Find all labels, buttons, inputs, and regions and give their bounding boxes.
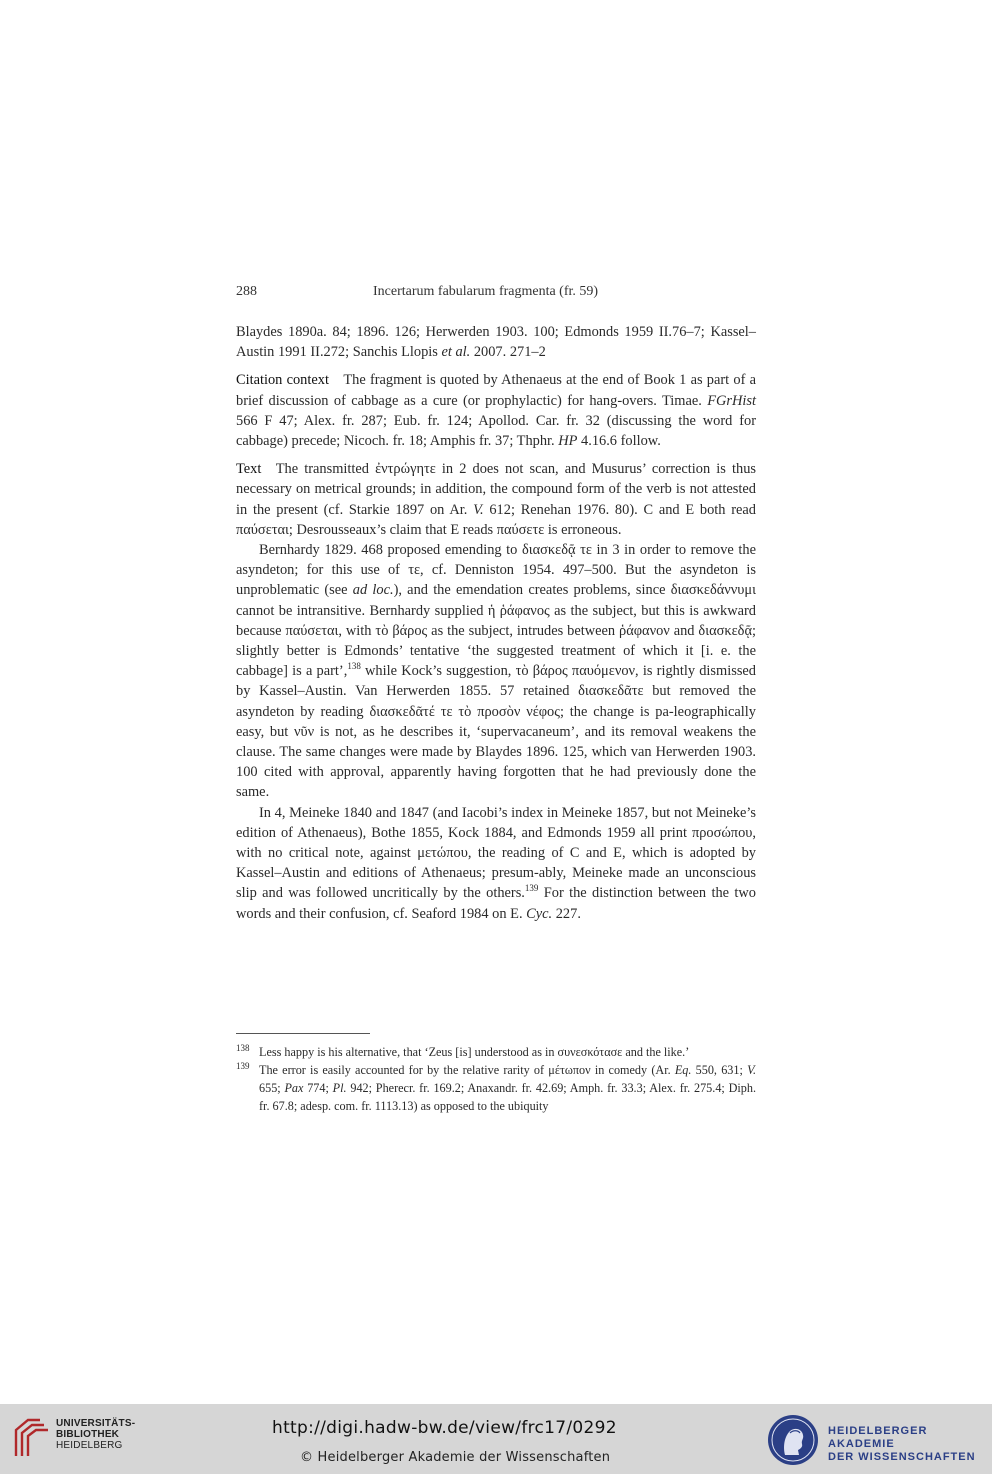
university-library-logo-icon[interactable] xyxy=(12,1416,50,1458)
bibliography-paragraph: Blaydes 1890a. 84; 1896. 126; Herwerden 1903. 100; Edmonds 1959 II.76–7; Kassel–Austin 1991 II.272; Sanchis Llopis et al. 2007. 271–2 xyxy=(236,324,756,361)
copyright-notice: © Heidelberger Akademie der Wissenschaften xyxy=(300,1450,611,1465)
footnote-number: 139 xyxy=(236,1061,250,1071)
running-head xyxy=(236,284,756,304)
academy-name: HEIDELBERGER AKADEMIE DER WISSENSCHAFTEN xyxy=(828,1425,976,1463)
citation-context-paragraph: Citation context The fragment is quoted by Athenaeus at the end of Book 1 as part of a brief discussion of cabbage as a cure (or prophylactic) for hang-overs. Timae. FGrHist 566 F 47; Alex. fr. 287; Eub. fr. 124; Apollod. Car. fr. 32 (discussing the word for cabbage) precede; Nicoch. fr. 18; Amphis fr. 37; Thphr. HP 4.16.6 follow. xyxy=(236,372,756,450)
text-paragraph-3: In 4, Meineke 1840 and 1847 (and Iacobi’s index in Meineke 1857, but not Meineke’s edition of Athenaeus), Bothe 1855, Kock 1884, and Edmonds 1959 all print προσώπου, with no critical note, against μετώπου, the reading of C and E, which is adopted by Kassel–Austin and editions of Athenaeus; presum-ably, Meineke made an unconscious slip and was followed uncritically by the others.$^{139}$ For the distinction between the two words and their confusion, cf. Seaford 1984 on E. Cyc. 227. xyxy=(236,804,756,922)
main-text xyxy=(236,322,756,924)
footnotes xyxy=(236,1043,756,1115)
citation-context-label: Citation context xyxy=(236,372,329,389)
text-paragraph-1: Text The transmitted ἐντρώγητε in 2 does not scan, and Musurus’ correction is thus necessary on metrical grounds; in addition, the compound form of the verb is not attested in the present (cf. Starkie 1897 on Ar. V. 612; Renehan 1976. 80). C and E both read παύσεται; Desrousseaux’s claim that E reads παύσετε is erroneous. xyxy=(236,461,756,538)
permalink-url[interactable]: http://digi.hadw-bw.de/view/frc17/0292 xyxy=(272,1418,617,1438)
footnote-138: 138 Less happy is his alternative, that ‘Zeus [is] understood as in συνεσκότασε and the like.’ xyxy=(236,1043,756,1061)
footnote-139: 139 The error is easily accounted for by the relative rarity of μέτωπον in comedy (Ar. Eq. 550, 631; V. 655; Pax 774; Pl. 942; Pherecr. fr. 169.2; Anaxandr. fr. 42.69; Amph. fr. 33.3; Alex. fr. 275.4; Diph. fr. 67.8; adesp. com. fr. 1113.13) as opposed to the ubiquity xyxy=(236,1061,756,1115)
academy-seal-icon[interactable] xyxy=(766,1413,820,1467)
university-library-name: UNIVERSITÄTS- BIBLIOTHEK HEIDELBERG xyxy=(56,1418,136,1451)
viewer-footer xyxy=(0,1404,992,1474)
footnote-ref-138[interactable]: 138 xyxy=(347,661,361,672)
running-title: Incertarum fabularum fragmenta (fr. 59) xyxy=(373,284,599,299)
footnote-ref-139[interactable]: 139 xyxy=(524,883,539,894)
text-paragraph-2: Bernhardy 1829. 468 proposed emending to διασκεδᾷ τε in 3 in order to remove the asyndeton; for this use of τε, cf. Denniston 1954. 497–500. But the asyndeton is unproblematic (see ad loc.), and the emendation creates problems, since διασκεδάννυμι cannot be intransitive. Bernhardy supplied ἡ ῥάφανος as the subject, but this is awkward because παύσεται, with τὸ βάρος as the subject, intrudes between ῥάφανον and διασκεδᾷ; slightly better is Edmonds’ tentative ‘the suggested treatment of which it [i. e. the cabbage] is a part’,$^{138}$ while Kock’s suggestion, τὸ βάρος παυόμενον, is rightly dismissed by Kassel–Austin. Van Herwerden 1855. 57 retained διασκεδᾶτε but removed the asyndeton by reading διασκεδᾶτέ τε τὸ προσὸν νέφος; the change is pa-leographically easy, but νῦν is not, as he describes it, ‘supervacaneum’, and its removal weakens the clause. The same changes were made by Blaydes 1896. 125, which van Herwerden 1903. 100 cited with approval, apparently having forgotten that he had previously done the same. xyxy=(236,542,757,801)
page-number: 288 xyxy=(236,284,257,299)
footnote-number: 138 xyxy=(236,1043,250,1053)
footnote-divider xyxy=(236,1033,370,1034)
text-label: Text xyxy=(236,461,262,478)
